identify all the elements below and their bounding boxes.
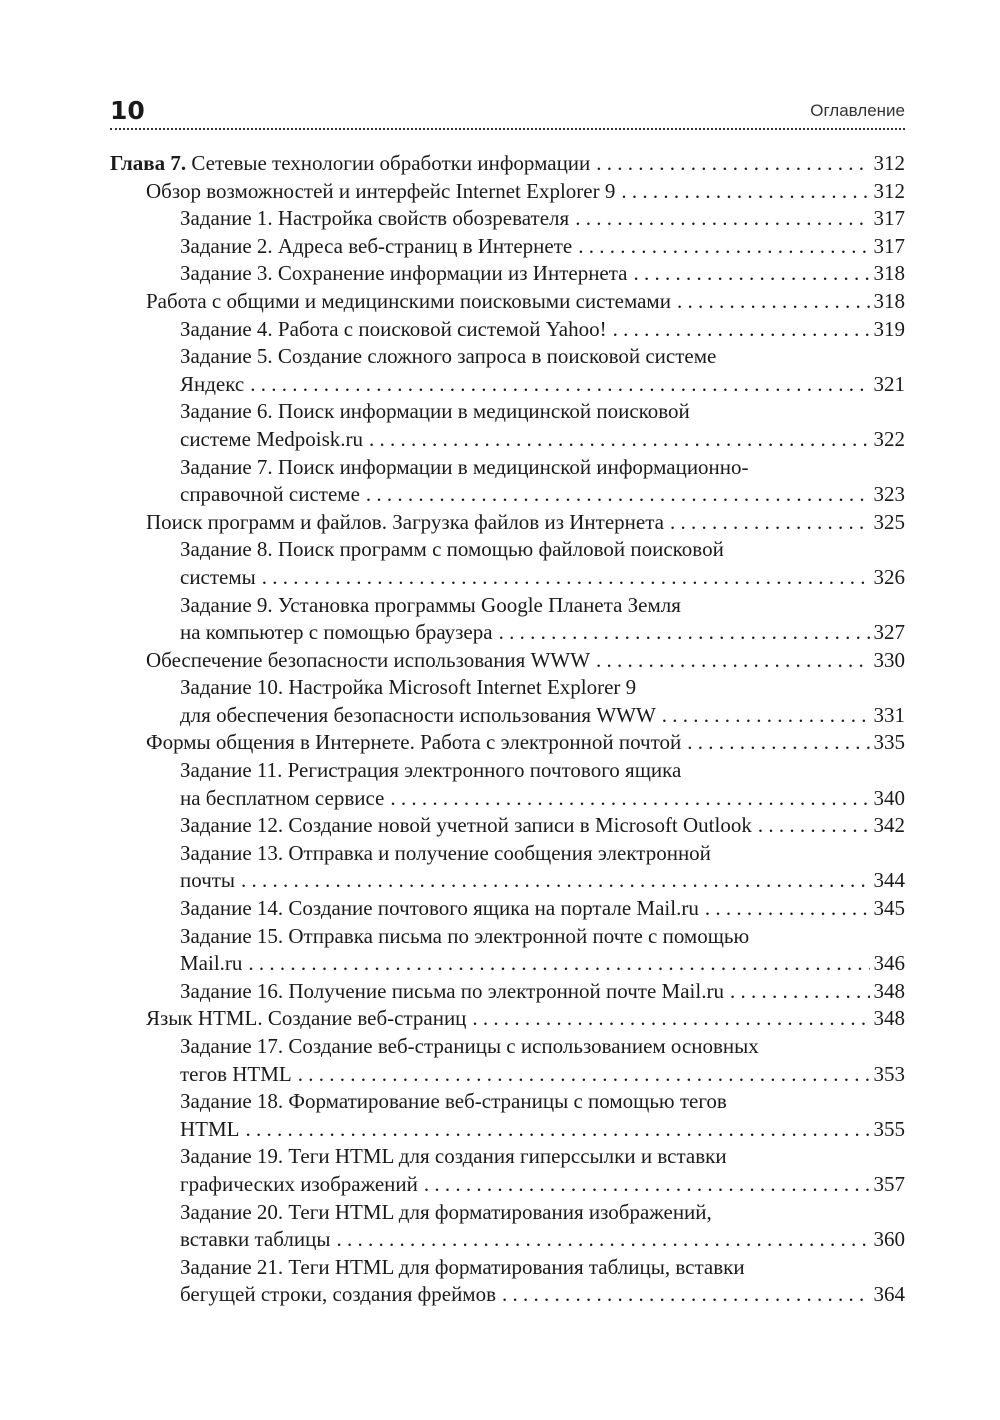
dot-leader bbox=[670, 509, 870, 537]
toc-page-number: 357 bbox=[873, 1171, 905, 1196]
toc-entry-text bbox=[180, 757, 905, 785]
running-title: Оглавление bbox=[810, 101, 905, 120]
toc-entry-last-line bbox=[146, 509, 905, 537]
toc-page-number: 317 bbox=[873, 206, 905, 231]
toc-entry-last-line bbox=[146, 647, 905, 675]
toc-entry-last-line bbox=[180, 702, 905, 730]
toc-section-entry bbox=[110, 509, 905, 537]
dot-leader bbox=[246, 1116, 870, 1144]
toc-page-number: 346 bbox=[873, 951, 905, 976]
toc-entry-title-line: Задание 15. Отправка письма по электронной почте с помощью bbox=[180, 923, 750, 948]
dot-leader bbox=[575, 205, 869, 233]
toc-entry-last-line bbox=[180, 260, 905, 288]
toc-entry-title-line: Задание 13. Отправка и получение сообщения электронной bbox=[180, 840, 711, 865]
dot-leader bbox=[336, 1226, 869, 1254]
toc-page-number: 321 bbox=[873, 371, 905, 396]
toc-entry-title-line: Задание 6. Поиск информации в медицинской поисковой bbox=[180, 399, 690, 424]
toc-entry-title bbox=[146, 509, 664, 537]
toc-entry-last-line bbox=[180, 867, 905, 895]
toc-task-entry bbox=[110, 316, 905, 344]
toc-entry-text bbox=[180, 1143, 905, 1171]
toc-section-entry bbox=[110, 1005, 905, 1033]
toc-page-number: 331 bbox=[873, 702, 905, 727]
toc-entry-last-line bbox=[180, 426, 905, 454]
toc-entry-last-line bbox=[180, 233, 905, 261]
toc-entry-title-text: вставки таблицы bbox=[180, 1227, 331, 1252]
toc-entry-title-text: Яндекс bbox=[180, 371, 245, 396]
toc-entry-title bbox=[180, 260, 628, 288]
toc-entry-title bbox=[180, 564, 256, 592]
toc-chapter-entry bbox=[110, 150, 905, 178]
toc-entry-title-text: Задание 2. Адреса веб-страниц в Интернете bbox=[180, 233, 573, 258]
toc-entry-title bbox=[146, 178, 615, 206]
toc-task-entry bbox=[110, 1033, 905, 1088]
toc-entry-title-line: Задание 9. Установка программы Google Планета Земля bbox=[180, 592, 681, 617]
toc-task-entry bbox=[110, 840, 905, 895]
toc-entry-last-line bbox=[180, 564, 905, 592]
header-dotted-rule bbox=[110, 128, 905, 130]
toc-page-number: 345 bbox=[873, 896, 905, 921]
dot-leader bbox=[499, 619, 870, 647]
toc-entry-title-text: почты bbox=[180, 868, 236, 893]
dot-leader bbox=[634, 260, 870, 288]
dot-leader bbox=[730, 978, 870, 1006]
toc-entry-title-text: Обзор возможностей и интерфейс Internet Explorer 9 bbox=[146, 178, 616, 203]
toc-entry-title bbox=[180, 895, 699, 923]
toc-entry-title-line: Задание 7. Поиск информации в медицинской информационно- bbox=[180, 454, 749, 479]
toc-entry-title-text: Формы общения в Интернете. Работа с электронной почтой bbox=[146, 730, 682, 755]
toc-entry-last-line bbox=[110, 150, 905, 178]
toc-entry-title-line: Задание 21. Теги HTML для форматирования таблицы, вставки bbox=[180, 1254, 745, 1279]
toc-page-number: 322 bbox=[873, 426, 905, 451]
toc-page-number: 312 bbox=[873, 178, 905, 203]
dot-leader bbox=[596, 647, 869, 675]
toc-entry-title bbox=[180, 867, 235, 895]
toc-page-number: 323 bbox=[873, 482, 905, 507]
toc-entry-title bbox=[180, 1281, 496, 1309]
toc-entry-title bbox=[180, 481, 360, 509]
dot-leader bbox=[390, 785, 869, 813]
toc-entry-title-line: Задание 10. Настройка Microsoft Internet Explorer 9 bbox=[180, 675, 637, 700]
toc-task-entry bbox=[110, 1199, 905, 1254]
toc-page-number: 348 bbox=[873, 1006, 905, 1031]
toc-task-entry bbox=[110, 233, 905, 261]
toc-page-number: 360 bbox=[873, 1227, 905, 1252]
toc-entry-title bbox=[146, 729, 681, 757]
toc-entry-title bbox=[180, 950, 242, 978]
toc-task-entry bbox=[110, 205, 905, 233]
toc-entry-title bbox=[180, 619, 493, 647]
toc-page-number: 317 bbox=[873, 233, 905, 258]
toc-entry-title-text: бегущей строки, создания фреймов bbox=[180, 1282, 497, 1307]
toc-entry-title-text: Задание 12. Создание новой учетной записи в Microsoft Outlook bbox=[180, 813, 752, 838]
toc-task-entry bbox=[110, 1143, 905, 1198]
toc-entry-last-line bbox=[180, 205, 905, 233]
toc-entry-title-text: Сетевые технологии обработки информации bbox=[191, 151, 591, 175]
toc-task-entry bbox=[110, 343, 905, 398]
toc-entry-last-line bbox=[180, 895, 905, 923]
toc-entry-title bbox=[180, 233, 572, 261]
toc-entry-title-text: Задание 16. Получение письма по электронной почте Mail.ru bbox=[180, 978, 724, 1003]
toc-entry-title bbox=[180, 1116, 240, 1144]
toc-entry-last-line bbox=[180, 316, 905, 344]
toc-page-number: 353 bbox=[873, 1061, 905, 1086]
toc-section-entry bbox=[110, 729, 905, 757]
toc-page-number: 318 bbox=[873, 288, 905, 313]
toc-entry-title bbox=[180, 1226, 330, 1254]
toc-entry-title-text: тегов HTML bbox=[180, 1061, 292, 1086]
dot-leader bbox=[472, 1005, 869, 1033]
toc-entry-title-text: Задание 3. Сохранение информации из Интернета bbox=[180, 261, 628, 286]
toc-entry-text bbox=[180, 592, 905, 620]
toc-entry-title-text: HTML bbox=[180, 1116, 240, 1141]
toc-entry-title bbox=[146, 288, 671, 316]
toc-entry-last-line bbox=[180, 1281, 905, 1309]
toc-entry-title-text: графических изображений bbox=[180, 1171, 418, 1196]
dot-leader bbox=[621, 178, 869, 206]
toc-entry-title-text: Mail.ru bbox=[180, 951, 243, 976]
dot-leader bbox=[424, 1171, 870, 1199]
toc-entry-last-line bbox=[146, 729, 905, 757]
toc-task-entry bbox=[110, 895, 905, 923]
toc-page-number: 348 bbox=[873, 978, 905, 1003]
toc-entry-title-text: Задание 4. Работа с поисковой системой Yahoo! bbox=[180, 316, 607, 341]
toc-entry-last-line bbox=[146, 288, 905, 316]
toc-entry-text bbox=[180, 674, 905, 702]
toc-page-number: 355 bbox=[873, 1116, 905, 1141]
toc-task-entry bbox=[110, 812, 905, 840]
toc-entry-title-text: Задание 1. Настройка свойств обозревателя bbox=[180, 206, 570, 231]
toc-entry-title-text: системы bbox=[180, 564, 256, 589]
toc-entry-title bbox=[110, 150, 590, 178]
dot-leader bbox=[596, 150, 869, 178]
toc-entry-last-line bbox=[180, 978, 905, 1006]
toc-task-entry bbox=[110, 260, 905, 288]
toc-entry-title-line: Задание 20. Теги HTML для форматирования изображений, bbox=[180, 1199, 712, 1224]
dot-leader bbox=[758, 812, 870, 840]
toc-entry-title-line: Задание 11. Регистрация электронного почтового ящика bbox=[180, 758, 682, 783]
toc-page-number: 312 bbox=[873, 151, 905, 175]
toc-entry-last-line bbox=[180, 1226, 905, 1254]
toc-page-number: 325 bbox=[873, 509, 905, 534]
dot-leader bbox=[677, 288, 870, 316]
toc-entry-text bbox=[180, 343, 905, 371]
toc-entry-title-text: Язык HTML. Создание веб-страниц bbox=[146, 1006, 467, 1031]
page-header bbox=[110, 96, 905, 130]
toc-entry-last-line bbox=[180, 371, 905, 399]
dot-leader bbox=[250, 371, 869, 399]
dot-leader bbox=[662, 702, 870, 730]
toc-entry-title-text: Работа с общими и медицинскими поисковыми системами bbox=[146, 288, 671, 313]
toc-entry-title bbox=[146, 1005, 466, 1033]
toc-entry-text bbox=[180, 454, 905, 482]
toc-task-entry bbox=[110, 454, 905, 509]
toc-entry-text bbox=[180, 1199, 905, 1227]
toc-entry-last-line bbox=[146, 1005, 905, 1033]
toc-entry-title-text: на бесплатном сервисе bbox=[180, 785, 385, 810]
toc-section-entry bbox=[110, 647, 905, 675]
toc-entry-title bbox=[180, 316, 607, 344]
toc-entry-title-text: Обеспечение безопасности использования WWW bbox=[146, 647, 591, 672]
toc-task-entry bbox=[110, 1254, 905, 1309]
toc-page-number: 319 bbox=[873, 316, 905, 341]
toc-entry-title-text: для обеспечения безопасности использования WWW bbox=[180, 702, 656, 727]
toc-entry-text bbox=[180, 536, 905, 564]
dot-leader bbox=[578, 233, 869, 261]
toc-task-entry bbox=[110, 592, 905, 647]
toc-entry-text bbox=[180, 840, 905, 868]
toc-page-number: 340 bbox=[873, 785, 905, 810]
toc-entry-last-line bbox=[180, 1116, 905, 1144]
chapter-number: Глава 7. bbox=[110, 151, 187, 175]
toc-entry-title bbox=[180, 426, 363, 454]
toc-entry-title-text: на компьютер с помощью браузера bbox=[180, 620, 493, 645]
toc-section-entry bbox=[110, 288, 905, 316]
toc-page-number: 364 bbox=[873, 1282, 905, 1307]
toc-section-entry bbox=[110, 178, 905, 206]
dot-leader bbox=[241, 867, 869, 895]
table-of-contents bbox=[110, 150, 905, 1309]
toc-page-number: 330 bbox=[873, 647, 905, 672]
toc-entry-title-line: Задание 8. Поиск программ с помощью файловой поисковой bbox=[180, 537, 724, 562]
toc-entry-title-text: Поиск программ и файлов. Загрузка файлов из Интернета bbox=[146, 509, 664, 534]
toc-entry-text bbox=[180, 923, 905, 951]
page-number: 10 bbox=[110, 96, 145, 125]
toc-entry-text bbox=[180, 398, 905, 426]
dot-leader bbox=[369, 426, 870, 454]
toc-task-entry bbox=[110, 674, 905, 729]
toc-entry-text bbox=[180, 1033, 905, 1061]
toc-task-entry bbox=[110, 923, 905, 978]
toc-entry-title-line: Задание 5. Создание сложного запроса в поисковой системе bbox=[180, 344, 717, 369]
toc-task-entry bbox=[110, 978, 905, 1006]
toc-page-number: 318 bbox=[873, 261, 905, 286]
toc-page-number: 335 bbox=[873, 730, 905, 755]
toc-entry-text bbox=[180, 1088, 905, 1116]
toc-entry-last-line bbox=[180, 1061, 905, 1089]
dot-leader bbox=[687, 729, 869, 757]
toc-entry-title bbox=[180, 702, 656, 730]
dot-leader bbox=[298, 1061, 870, 1089]
toc-entry-title bbox=[180, 812, 752, 840]
toc-page-number: 344 bbox=[873, 868, 905, 893]
toc-page-number: 326 bbox=[873, 564, 905, 589]
toc-entry-title-text: справочной системе bbox=[180, 482, 360, 507]
toc-entry-title bbox=[180, 371, 244, 399]
toc-entry-last-line bbox=[180, 785, 905, 813]
dot-leader bbox=[262, 564, 870, 592]
toc-task-entry bbox=[110, 1088, 905, 1143]
toc-entry-title bbox=[180, 205, 569, 233]
toc-entry-last-line bbox=[180, 1171, 905, 1199]
dot-leader bbox=[366, 481, 870, 509]
toc-task-entry bbox=[110, 536, 905, 591]
toc-entry-title bbox=[180, 1061, 292, 1089]
toc-page-number: 342 bbox=[873, 813, 905, 838]
toc-entry-title bbox=[146, 647, 590, 675]
dot-leader bbox=[613, 316, 870, 344]
dot-leader bbox=[502, 1281, 869, 1309]
toc-entry-last-line bbox=[180, 812, 905, 840]
toc-entry-title bbox=[180, 978, 724, 1006]
toc-task-entry bbox=[110, 757, 905, 812]
dot-leader bbox=[248, 950, 869, 978]
toc-page-number: 327 bbox=[873, 620, 905, 645]
toc-entry-title bbox=[180, 1171, 418, 1199]
toc-entry-last-line bbox=[180, 481, 905, 509]
toc-entry-title-text: системе Medpoisk.ru bbox=[180, 426, 363, 451]
toc-entry-title bbox=[180, 785, 384, 813]
toc-entry-last-line bbox=[180, 619, 905, 647]
toc-entry-title-line: Задание 18. Форматирование веб-страницы с помощью тегов bbox=[180, 1089, 727, 1114]
toc-entry-last-line bbox=[146, 178, 905, 206]
toc-entry-title-line: Задание 17. Создание веб-страницы с использованием основных bbox=[180, 1034, 759, 1058]
dot-leader bbox=[705, 895, 870, 923]
toc-entry-title-line: Задание 19. Теги HTML для создания гиперссылки и вставки bbox=[180, 1144, 727, 1169]
toc-entry-text bbox=[180, 1254, 905, 1282]
toc-entry-last-line bbox=[180, 950, 905, 978]
toc-task-entry bbox=[110, 398, 905, 453]
toc-entry-title-text: Задание 14. Создание почтового ящика на портале Mail.ru bbox=[180, 896, 699, 921]
